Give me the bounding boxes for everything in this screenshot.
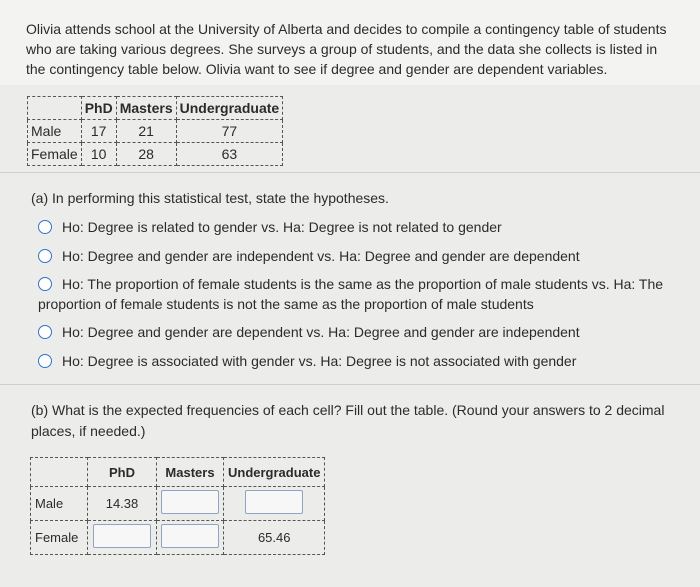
intro-text: Olivia attends school at the University of Alberta and decides to compile a contingency table of students who are taking various degrees. She surveys a group of students, and the data she collects is listed in the contingency table below. Olivia want to see if degree and gender are dependent variables. bbox=[26, 21, 667, 77]
table2-header-blank bbox=[31, 458, 88, 487]
table-header-phd: PhD bbox=[81, 97, 116, 120]
table2-header-undergraduate: Undergraduate bbox=[224, 458, 325, 487]
table2-header-phd: PhD bbox=[88, 458, 157, 487]
radio-icon[interactable] bbox=[38, 354, 52, 368]
section-divider bbox=[0, 172, 700, 173]
table-header-masters: Masters bbox=[116, 97, 176, 120]
option-2[interactable] bbox=[38, 246, 678, 266]
table-row bbox=[31, 487, 325, 521]
part-a-question: (a) In performing this statistical test, state the hypotheses. bbox=[31, 190, 389, 206]
contingency-table bbox=[27, 96, 283, 166]
table-row bbox=[28, 143, 283, 166]
expected-male-masters-input[interactable] bbox=[161, 490, 219, 514]
row-label-female: Female bbox=[28, 143, 82, 166]
option-3-label: Ho: The proportion of female students is the same as the proportion of male students vs. Ha: The proportion of female students is not the same as the proportion of male students bbox=[38, 276, 664, 312]
part-b-question: (b) What is the expected frequencies of each cell? Fill out the table. (Round your answers to 2 decimal places, if needed.) bbox=[31, 402, 665, 439]
radio-icon[interactable] bbox=[38, 249, 52, 263]
expected-female-masters-input[interactable] bbox=[161, 524, 219, 548]
cell-male-masters: 21 bbox=[116, 120, 176, 143]
option-1-label: Ho: Degree is related to gender vs. Ha: Degree is not related to gender bbox=[62, 219, 502, 235]
table-row bbox=[28, 120, 283, 143]
table2-row-label-female: Female bbox=[31, 521, 88, 555]
table-row bbox=[31, 521, 325, 555]
option-3[interactable] bbox=[38, 274, 678, 314]
option-1[interactable] bbox=[38, 217, 678, 237]
option-5[interactable] bbox=[38, 351, 678, 371]
expected-female-phd-cell bbox=[88, 521, 157, 555]
expected-male-undergraduate-cell bbox=[224, 487, 325, 521]
radio-icon[interactable] bbox=[38, 277, 52, 291]
cell-female-phd: 10 bbox=[81, 143, 116, 166]
expected-male-undergraduate-input[interactable] bbox=[245, 490, 303, 514]
table-header-undergraduate: Undergraduate bbox=[176, 97, 283, 120]
expected-male-masters-cell bbox=[157, 487, 224, 521]
table2-header-masters: Masters bbox=[157, 458, 224, 487]
expected-female-phd-input[interactable] bbox=[93, 524, 151, 548]
radio-icon[interactable] bbox=[38, 325, 52, 339]
cell-female-undergraduate: 63 bbox=[176, 143, 283, 166]
option-2-label: Ho: Degree and gender are independent vs. Ha: Degree and gender are dependent bbox=[62, 248, 580, 264]
option-4[interactable] bbox=[38, 322, 678, 342]
option-5-label: Ho: Degree is associated with gender vs. Ha: Degree is not associated with gender bbox=[62, 353, 577, 369]
section-divider bbox=[0, 384, 700, 385]
expected-frequency-table bbox=[30, 457, 325, 555]
cell-male-phd: 17 bbox=[81, 120, 116, 143]
cell-male-undergraduate: 77 bbox=[176, 120, 283, 143]
table-header-blank bbox=[28, 97, 82, 120]
table2-row-label-male: Male bbox=[31, 487, 88, 521]
radio-icon[interactable] bbox=[38, 220, 52, 234]
expected-female-undergraduate: 65.46 bbox=[224, 521, 325, 555]
row-label-male: Male bbox=[28, 120, 82, 143]
expected-male-phd: 14.38 bbox=[88, 487, 157, 521]
option-4-label: Ho: Degree and gender are dependent vs. Ha: Degree and gender are independent bbox=[62, 324, 580, 340]
expected-female-masters-cell bbox=[157, 521, 224, 555]
cell-female-masters: 28 bbox=[116, 143, 176, 166]
